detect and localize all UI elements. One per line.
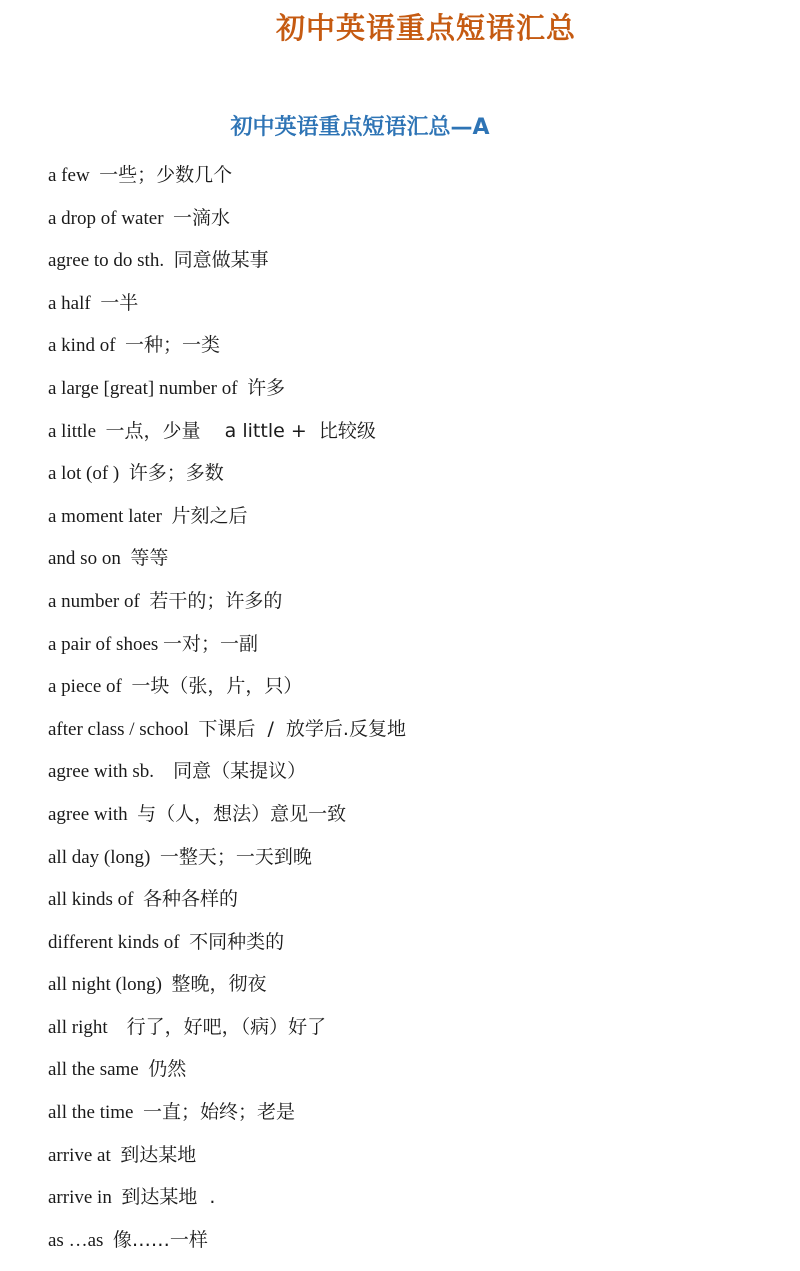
phrase-chinese: 许多；多数 [128,462,224,485]
phrase-chinese: 各种各样的 [143,888,239,911]
phrase-english: a number of [48,590,150,612]
phrase-english: a pair of shoes [48,633,164,655]
phrase-item [48,626,406,669]
phrase-item [48,1179,406,1222]
phrase-chinese: 像……一样 [112,1228,208,1251]
phrase-item [48,455,406,498]
phrase-english: as …as [48,1229,113,1251]
phrase-item [48,1222,406,1265]
phrase-item [48,881,406,924]
phrase-english: a drop of water [48,207,174,229]
phrase-chinese: 一块（张，片，只） [131,675,303,698]
phrase-english: after class / school [48,718,199,740]
phrase-item [48,1094,406,1137]
phrase-english: a moment later [48,505,172,527]
phrase-chinese: 片刻之后 [171,504,248,527]
phrase-item [48,711,406,754]
phrase-item [48,1137,406,1180]
phrase-english: all the same [48,1059,149,1081]
section-title: 初中英语重点短语汇总—A [230,115,490,140]
phrase-english: a lot (of ) [48,463,129,485]
phrase-english: arrive in [48,1187,122,1209]
document-title: 初中英语重点短语汇总 [275,11,576,45]
phrase-chinese: 行了，好吧，（病）好了 [126,1015,327,1038]
phrase-chinese: 一滴水 [173,206,231,229]
phrase-item [48,540,406,583]
phrase-item [48,242,406,285]
phrase-chinese: 到达某地 . [121,1186,216,1209]
phrase-english: agree with sb. [48,761,174,783]
phrase-english: all right [48,1016,127,1038]
phrase-item [48,327,406,370]
phrase-item [48,753,406,796]
phrase-chinese: 一半 [100,291,139,314]
phrase-item [48,370,406,413]
phrase-chinese: 与（人，想法）意见一致 [137,802,347,825]
phrase-english: all the time [48,1102,143,1124]
phrase-english: a few [48,165,100,186]
phrase-english: agree to do sth. [48,250,174,272]
phrase-english: arrive at [48,1144,121,1166]
phrase-item [48,157,406,200]
phrase-item [48,200,406,243]
phrase-chinese: 不同种类的 [189,930,285,953]
phrase-english: a half [48,292,101,314]
phrase-english: a kind of [48,335,126,357]
phrase-item [48,413,406,456]
phrase-item [48,839,406,882]
phrase-list [48,157,406,1264]
phrase-chinese: 仍然 [148,1058,187,1081]
phrase-item [48,1051,406,1094]
phrase-item [48,498,406,541]
phrase-english: a piece of [48,676,132,698]
phrase-item [48,966,406,1009]
phrase-english: and so on [48,548,131,570]
phrase-item [48,285,406,328]
phrase-chinese: 若干的；许多的 [149,589,283,612]
phrase-english: different kinds of [48,931,190,953]
phrase-chinese: 一种；一类 [125,334,221,357]
phrase-item [48,668,406,711]
phrase-chinese: 一点，少量 a little + 比较级 [105,419,376,442]
phrase-chinese: 一对；一副 [163,632,259,655]
phrase-english: a large [great] number of [48,377,248,399]
phrase-english: all night (long) [48,974,172,996]
phrase-chinese: 一些；少数几个 [99,164,233,186]
phrase-english: all kinds of [48,889,143,911]
phrase-item [48,924,406,967]
phrase-chinese: 等等 [130,547,169,570]
phrase-chinese: 一直；始终；老是 [142,1101,295,1124]
phrase-item [48,796,406,839]
phrase-chinese: 整晚，彻夜 [171,973,267,996]
phrase-chinese: 一整天；一天到晚 [159,845,312,868]
phrase-chinese: 下课后 / 放学后.反复地 [198,717,406,740]
phrase-english: all day (long) [48,846,160,868]
phrase-item [48,583,406,626]
phrase-english: a little [48,420,106,442]
phrase-english: agree with [48,803,138,825]
phrase-item [48,1009,406,1052]
phrase-chinese: 到达某地 [120,1143,197,1166]
phrase-chinese: 同意做某事 [173,249,269,272]
phrase-chinese: 许多 [247,376,286,399]
phrase-chinese: 同意（某提议） [173,760,307,783]
